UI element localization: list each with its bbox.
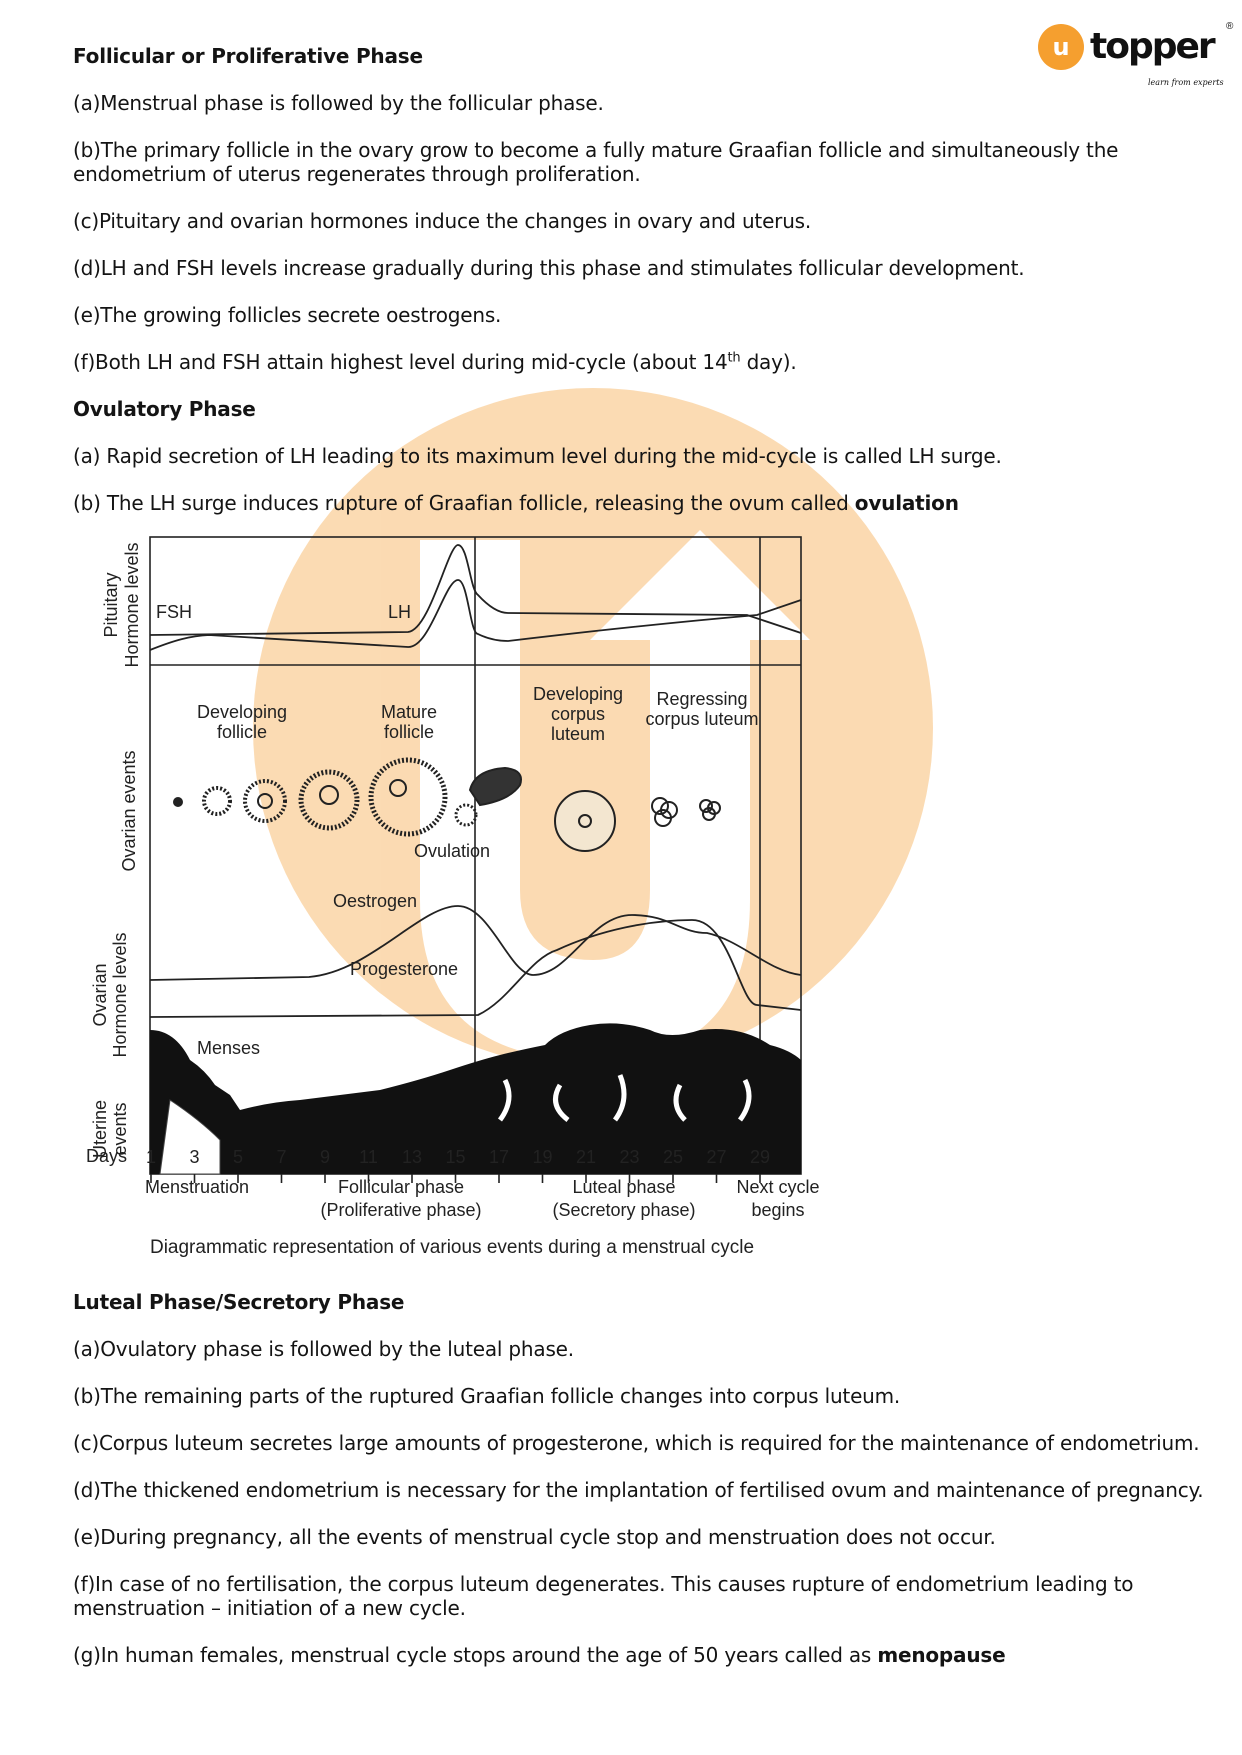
day-label: 5 <box>232 1147 244 1167</box>
event-reg-cl-1: Regressing <box>656 689 748 709</box>
svg-text:®: ® <box>1226 21 1234 32</box>
luteal-item-d: (d)The thickened endometrium is necessary for the implantation of fertilised ovum and maintenance of pregnancy. <box>73 1478 1204 1502</box>
progesterone-label: Progesterone <box>349 959 459 979</box>
day-label: 23 <box>619 1147 640 1167</box>
fsh-label: FSH <box>156 602 192 622</box>
heading-ovulatory: Ovulatory Phase <box>73 397 256 421</box>
item-f-sup: th <box>727 350 741 366</box>
row-label-ovarian-2: Hormone levels <box>110 932 130 1058</box>
day-label: 17 <box>488 1147 510 1167</box>
day-label: 11 <box>359 1147 378 1167</box>
row-label-ovarian-events: Ovarian events <box>119 750 139 872</box>
day-label: 19 <box>532 1147 553 1167</box>
luteal-item-g <box>73 1643 1233 1667</box>
phase-next-1: Next cycle <box>736 1177 820 1197</box>
luteal-item-f: (f)In case of no fertilisation, the corpus luteum degenerates. This causes rupture of endometrium leading to menstruation – initiation of a new cycle. <box>73 1572 1134 1620</box>
phase-follicular-1: Follicular phase <box>337 1177 465 1197</box>
svg-text:u: u <box>1052 33 1070 61</box>
event-dev-cl-3: luteum <box>550 724 606 744</box>
event-dev-cl-1: Developing <box>532 684 624 704</box>
top-text-section <box>73 44 1233 538</box>
day-label: 15 <box>445 1147 466 1167</box>
heading-luteal: Luteal Phase/Secretory Phase <box>73 1290 405 1314</box>
item-b-text: (b) The LH surge induces rupture of Graafian follicle, releasing the ovum called <box>73 491 855 515</box>
luteal-item-b: (b)The remaining parts of the ruptured Graafian follicle changes into corpus luteum. <box>73 1384 901 1408</box>
phase-menstruation: Menstruation <box>144 1177 250 1197</box>
heading-follicular: Follicular or Proliferative Phase <box>73 44 423 68</box>
days-label: Days <box>86 1146 128 1166</box>
luteal-item-c: (c)Corpus luteum secretes large amounts of progesterone, which is required for the maintenance of endometrium. <box>73 1431 1200 1455</box>
ovulatory-item-a: (a) Rapid secretion of LH leading to its maximum level during the mid-cycle is called LH surge. <box>73 444 1002 468</box>
row-label-uterine-1: Uterine <box>90 1099 110 1159</box>
day-label: 9 <box>319 1147 331 1167</box>
follicular-item-b: (b)The primary follicle in the ovary grow to become a fully mature Graafian follicle and simultaneously the endometrium of uterus regenerates through proliferation. <box>73 138 1119 186</box>
day-label: 13 <box>401 1147 423 1167</box>
day-label: 25 <box>662 1147 684 1167</box>
day-label: 3 <box>189 1147 200 1167</box>
ovulatory-item-b <box>73 491 1233 515</box>
follicular-item-a: (a)Menstrual phase is followed by the follicular phase. <box>73 91 604 115</box>
follicular-item-f <box>73 350 1233 374</box>
item-g-text: (g)In human females, menstrual cycle stops around the age of 50 years called as <box>73 1643 878 1667</box>
lh-label: LH <box>388 602 412 622</box>
svg-text:topper: topper <box>1090 26 1214 67</box>
term-menopause: menopause <box>877 1643 1006 1667</box>
event-dev-cl-2: corpus <box>550 704 606 724</box>
event-reg-cl-2: corpus luteum <box>645 709 759 729</box>
row-label-uterine-2: events <box>110 1102 130 1156</box>
diagram-caption: Diagrammatic representation of various events during a menstrual cycle <box>149 1237 755 1258</box>
phase-luteal-2: (Secretory phase) <box>552 1200 696 1220</box>
phase-next-2: begins <box>751 1200 805 1220</box>
item-f-end: day). <box>740 350 797 374</box>
event-dev-follicle-2: follicle <box>216 722 268 742</box>
row-label-pituitary-2: Hormone levels <box>122 542 142 668</box>
row-label-pituitary-1: Pituitary <box>101 572 121 638</box>
day-label: 27 <box>706 1147 727 1167</box>
phase-follicular-2: (Proliferative phase) <box>320 1200 482 1220</box>
follicular-item-c: (c)Pituitary and ovarian hormones induce the changes in ovary and uterus. <box>73 209 812 233</box>
day-label: 7 <box>276 1147 287 1167</box>
row-label-ovarian-1: Ovarian <box>90 963 110 1027</box>
event-menses: Menses <box>197 1038 261 1058</box>
svg-text:learn from experts: learn from experts <box>1148 78 1224 87</box>
luteal-item-e: (e)During pregnancy, all the events of menstrual cycle stop and menstruation does not occur. <box>73 1525 996 1549</box>
luteal-item-a: (a)Ovulatory phase is followed by the luteal phase. <box>73 1337 574 1361</box>
day-label: 21 <box>575 1147 597 1167</box>
day-label: 1 <box>145 1147 157 1167</box>
term-ovulation: ovulation <box>854 491 959 515</box>
event-dev-follicle-1: Developing <box>196 702 288 722</box>
event-mature-2: follicle <box>383 722 435 742</box>
bottom-text-section <box>73 1290 1233 1690</box>
event-ovulation: Ovulation <box>413 841 491 861</box>
item-f-text: (f)Both LH and FSH attain highest level during mid-cycle (about 14 <box>73 350 728 374</box>
oestrogen-label: Oestrogen <box>332 891 418 911</box>
follicular-item-d: (d)LH and FSH levels increase gradually during this phase and stimulates follicular development. <box>73 256 1025 280</box>
day-label: 29 <box>749 1147 771 1167</box>
event-mature-1: Mature <box>380 702 438 722</box>
phase-luteal-1: Luteal phase <box>572 1177 676 1197</box>
follicular-item-e: (e)The growing follicles secrete oestrogens. <box>73 303 502 327</box>
